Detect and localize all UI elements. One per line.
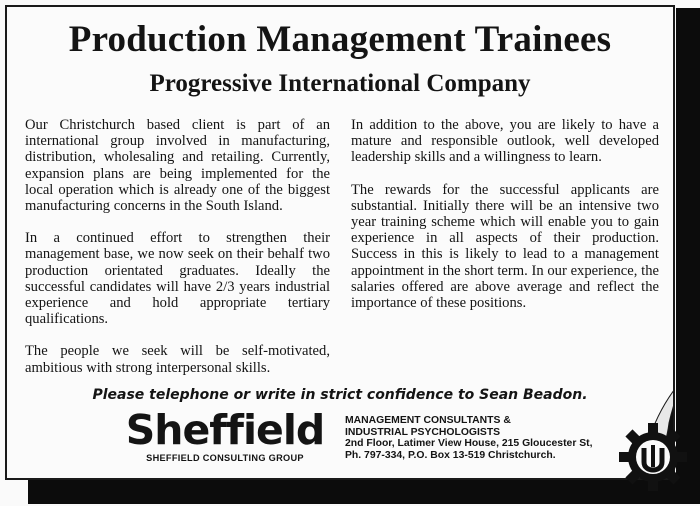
body-paragraph: In a continued effort to strengthen their management base, we now seek on their behalf two production orientated graduates. Ideally the successful candidates will have 2/3 years industrial experience and hold appropriate tertiary qualifications. bbox=[25, 230, 330, 328]
job-advertisement bbox=[5, 5, 675, 480]
contact-line: Ph. 797-334, P.O. Box 13-519 Christchurch. bbox=[345, 449, 556, 461]
body-paragraph: The people we seek will be self-motivated, ambitious with strong interpersonal skills. bbox=[25, 343, 330, 376]
contact-line: MANAGEMENT CONSULTANTS & bbox=[345, 415, 511, 426]
ad-headline: Production Management Trainees bbox=[68, 19, 612, 60]
contact-block bbox=[345, 415, 605, 461]
contact-line: INDUSTRIAL PSYCHOLOGISTS bbox=[345, 426, 501, 438]
body-paragraph: In addition to the above, you are likely to have a mature and responsible outlook, well developed leadership skills and a willingness to learn. bbox=[351, 117, 659, 166]
logo-subtitle: SHEFFIELD CONSULTING GROUP bbox=[146, 453, 304, 463]
ad-subheadline: Progressive International Company bbox=[149, 70, 531, 97]
right-column bbox=[351, 117, 659, 327]
call-to-action: Please telephone or write in strict confidence to Sean Beadon. bbox=[92, 387, 588, 403]
gear-emblem-icon bbox=[616, 420, 690, 494]
drop-shadow-bottom bbox=[28, 480, 700, 504]
body-paragraph: Our Christchurch based client is part of an international group involved in manufacturing, distribution, wholesaling and retailing. Currently, expansion plans are being implemented for the local operation which is already one of the biggest manufacturing concerns in the South Island. bbox=[25, 117, 330, 215]
body-paragraph: The rewards for the successful applicants are substantial. Initially there will be an intensive two year training scheme which will enable you to gain experience in all aspects of their production. Success in this is likely to lead to a management appointment in the short term. In our experience, the salaries offered are above average and reflect the importance of these positions. bbox=[351, 181, 659, 312]
contact-line: 2nd Floor, Latimer View House, 215 Gloucester St, bbox=[345, 438, 593, 450]
company-logo bbox=[125, 406, 325, 463]
logo-wordmark: Sheffield bbox=[125, 406, 325, 454]
left-column bbox=[25, 117, 330, 392]
